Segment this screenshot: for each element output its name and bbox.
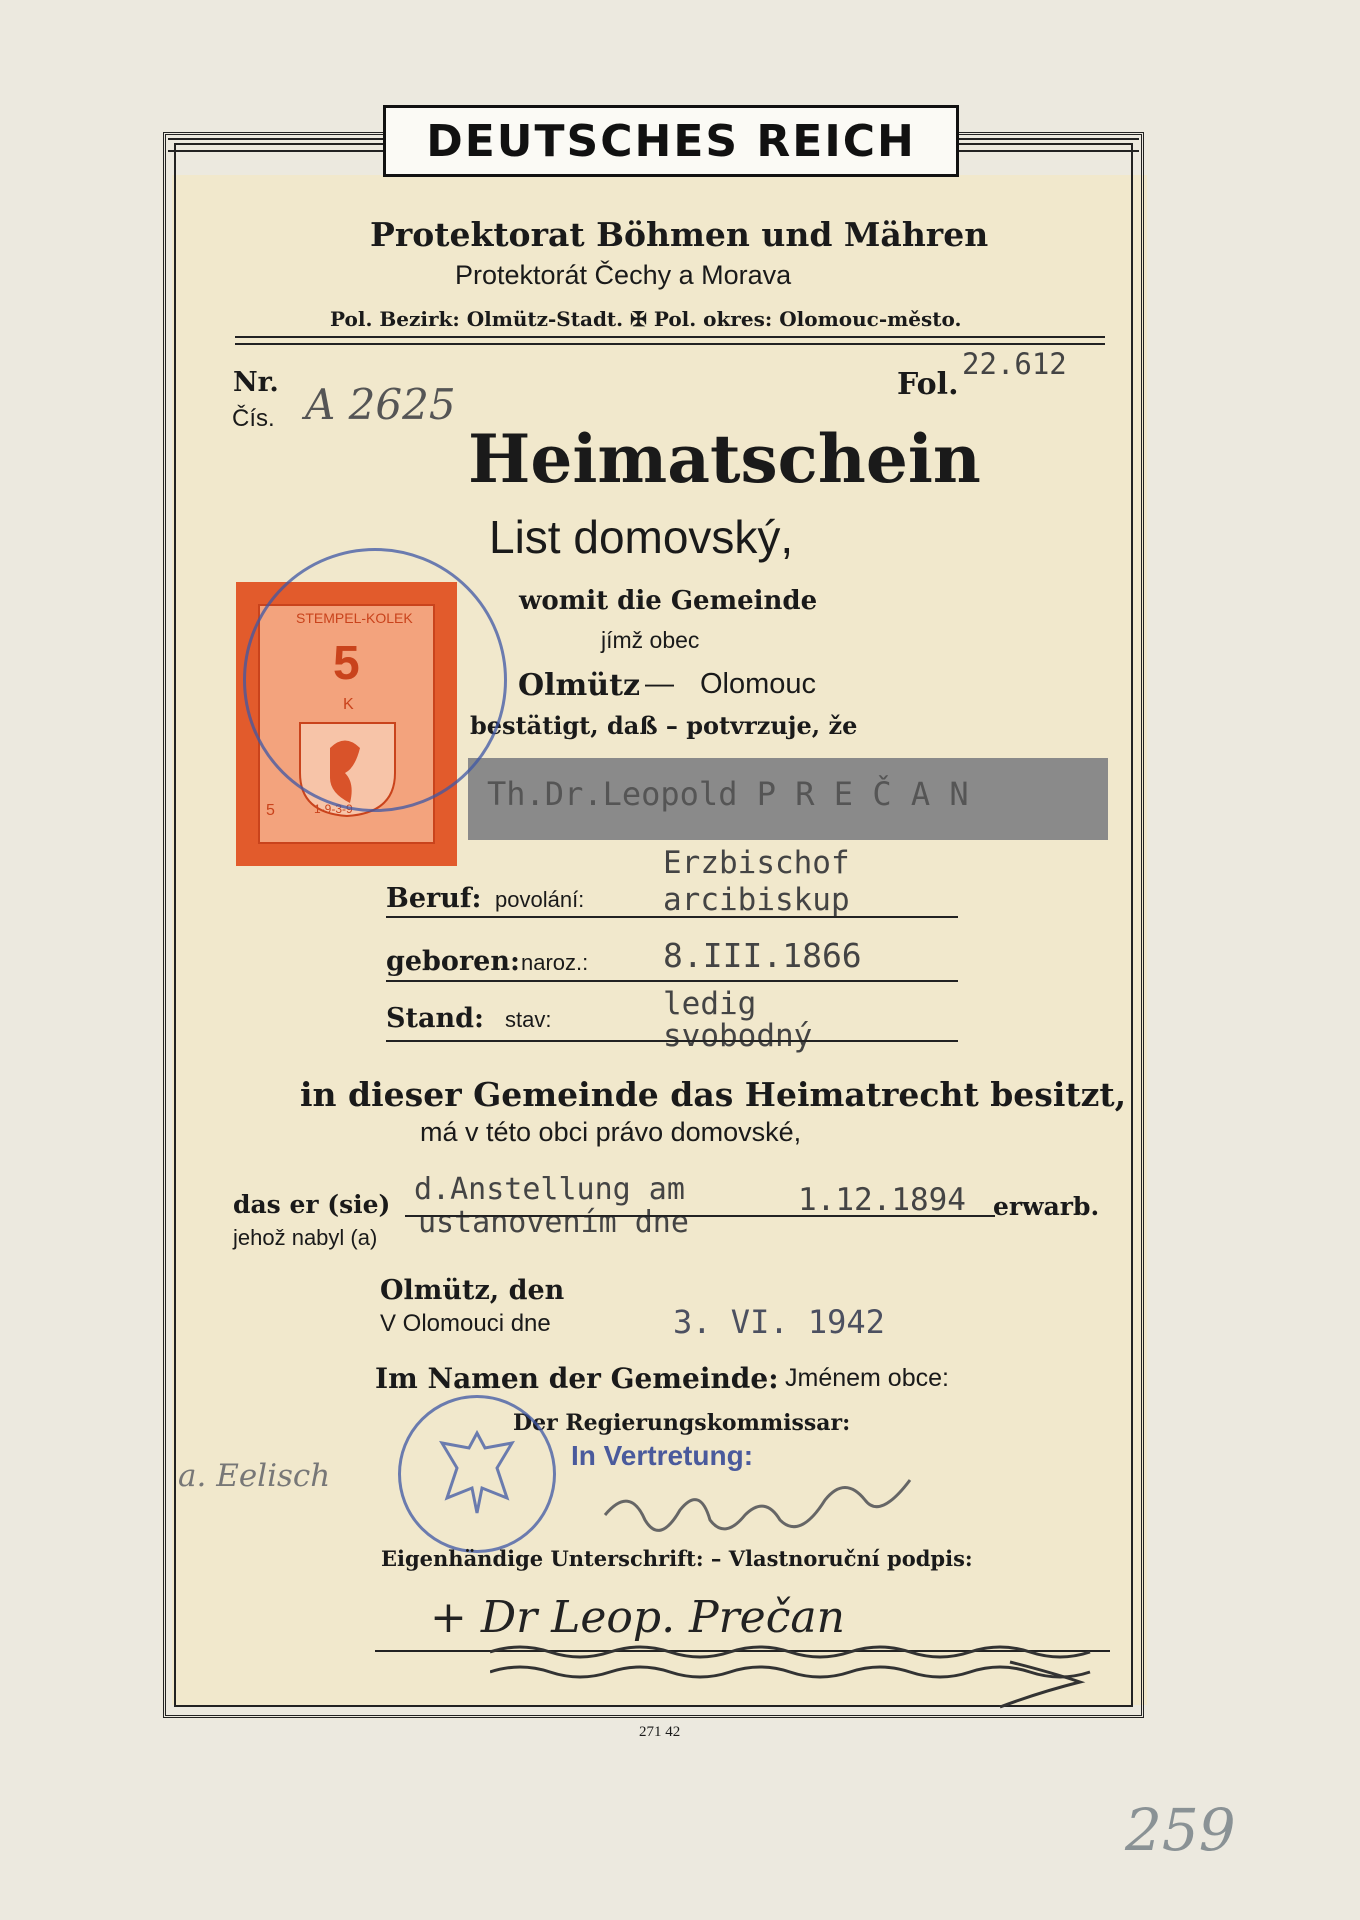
header-rule-right — [959, 138, 1139, 152]
acquired-cz: jehož nabyl (a) — [233, 1225, 378, 1250]
header-title-box — [383, 105, 959, 177]
rule — [386, 1040, 958, 1042]
district-line: Pol. Bezirk: Olmütz-Stadt. ✠ Pol. okres: Olomouc-město. — [330, 307, 962, 331]
place-de: Olmütz, den — [380, 1275, 565, 1306]
town-dash: — — [645, 668, 674, 700]
town-de: Olmütz — [518, 668, 640, 703]
stand-value-de: ledig — [663, 986, 757, 1022]
stamp-unit: K — [343, 696, 354, 713]
right-cz: má v této obci právo domovské, — [420, 1117, 802, 1147]
place-cz: V Olomouci dne — [380, 1310, 551, 1337]
sign-name-de: Im Namen der Gemeinde: — [375, 1362, 779, 1395]
beruf-label: Beruf: — [386, 883, 482, 914]
stamp-corner: 5 — [266, 802, 275, 819]
holder-signature: + Dr Leop. Prečan — [430, 1592, 845, 1643]
town-cz: Olomouc — [700, 668, 817, 700]
issue-date: 3. VI. 1942 — [673, 1303, 885, 1341]
nr-value: A 2625 — [305, 380, 456, 429]
header-rule-left — [168, 138, 383, 152]
stand-label-cz: stav: — [505, 1007, 552, 1032]
clerk-signature: a. Eelisch — [178, 1458, 331, 1494]
rule — [235, 336, 1105, 338]
rule — [235, 343, 1105, 345]
cis-label: Čís. — [232, 405, 275, 432]
geboren-value: 8.III.1866 — [663, 936, 862, 975]
own-signature-label: Eigenhändige Unterschrift: – Vlastnoruční podpis: — [381, 1546, 973, 1571]
beruf-value-de: Erzbischof — [663, 845, 850, 881]
fol-label: Fol. — [897, 367, 959, 402]
stamp-top-text: STEMPEL-KOLEK — [296, 610, 413, 626]
doc-title-cz: List domovský, — [489, 511, 794, 563]
commissar-signature — [600, 1470, 930, 1540]
acquired-v-cz: ustanovením dne — [418, 1205, 689, 1240]
city-seal — [398, 1395, 556, 1553]
round-seal-upper — [243, 548, 507, 812]
geboren-label-cz: naroz.: — [521, 950, 589, 975]
intro-de: womit die Gemeinde — [519, 586, 818, 616]
holder-name: Th.Dr.Leopold P R E Č A N — [487, 775, 969, 813]
intro-cz: jímž obec — [601, 627, 700, 653]
vertretung-stamp: In Vertretung: — [571, 1440, 754, 1471]
print-code: 271 42 — [639, 1724, 681, 1740]
sign-name-cz: Jménem obce: — [785, 1364, 949, 1392]
stand-label: Stand: — [386, 1003, 484, 1034]
rule — [386, 916, 958, 918]
doc-title-de: Heimatschein — [468, 420, 981, 498]
acquired-end: erwarb. — [993, 1192, 1100, 1221]
stamp-value: 5 — [333, 637, 360, 690]
nr-label: Nr. — [233, 367, 279, 398]
commissar-label: Der Regierungskommissar: — [513, 1410, 851, 1436]
acquired-date: 1.12.1894 — [798, 1182, 966, 1218]
archive-number: 259 — [1125, 1796, 1236, 1864]
geboren-label: geboren: — [386, 946, 520, 977]
fol-value: 22.612 — [962, 347, 1067, 381]
acquired-v-de: d.Anstellung am — [414, 1172, 685, 1207]
beruf-label-cz: povolání: — [495, 887, 585, 912]
stand-value-cz: svobodný — [663, 1018, 813, 1054]
crossed-out-line — [490, 1632, 1100, 1712]
stamp-bottom-text: 1-9-3-9 — [314, 802, 353, 816]
rule — [405, 1215, 995, 1217]
authority-cz: Protektorát Čechy a Morava — [455, 260, 792, 290]
authority-de: Protektorat Böhmen und Mähren — [370, 215, 989, 254]
eagle-icon — [437, 1428, 517, 1518]
beruf-value-cz: arcibiskup — [663, 882, 850, 918]
rule — [386, 980, 958, 982]
confirm-text: bestätigt, daß – potvrzuje, že — [470, 711, 858, 740]
acquired-de: das er (sie) — [233, 1190, 391, 1219]
header-title: DEUTSCHES REICH — [426, 115, 916, 167]
right-de: in dieser Gemeinde das Heimatrecht besitzt, — [300, 1075, 1127, 1114]
